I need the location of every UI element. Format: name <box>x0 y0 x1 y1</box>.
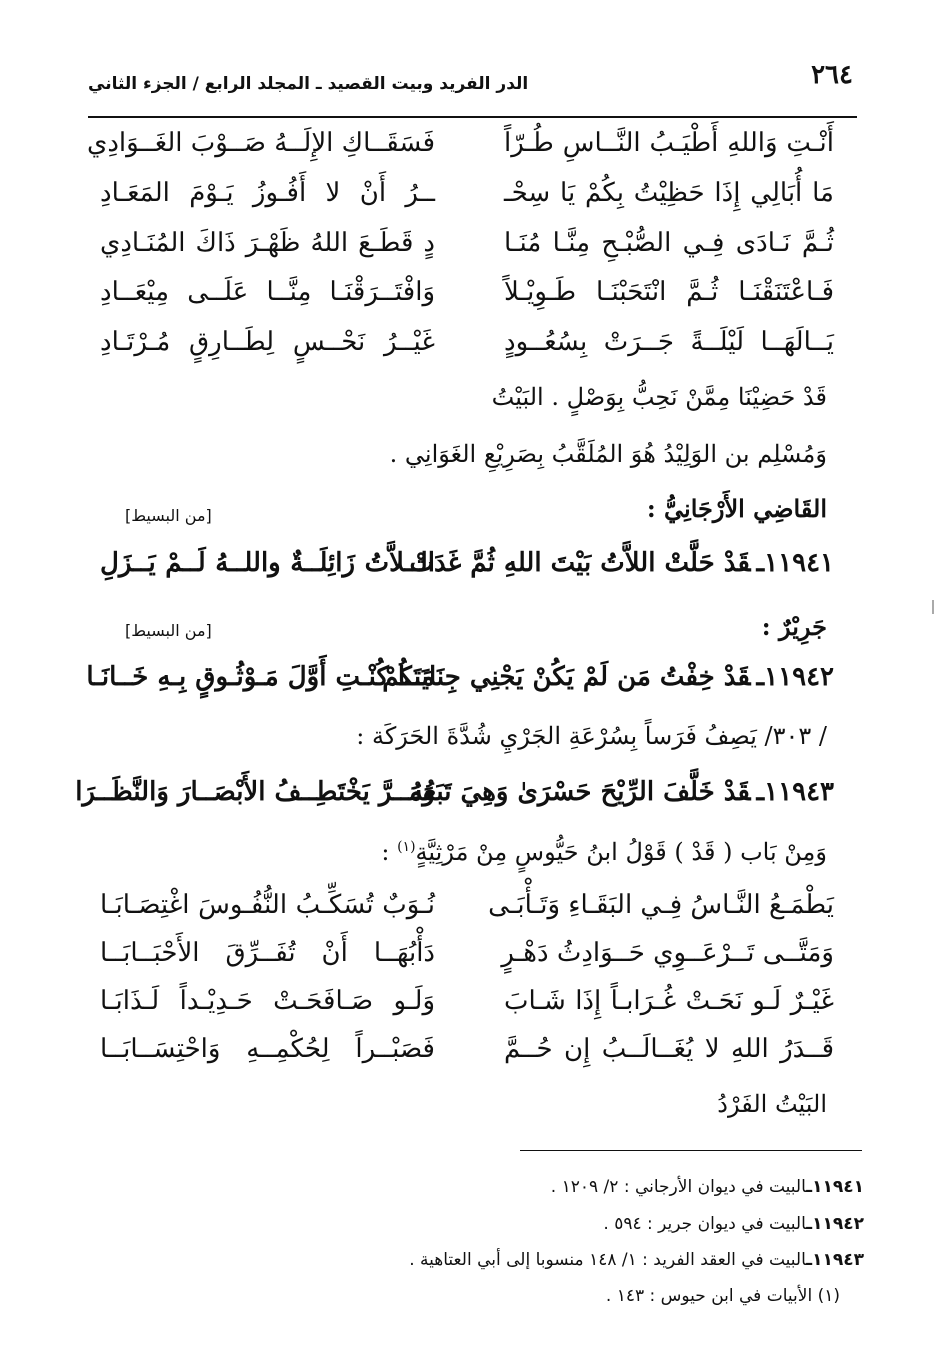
verse-first-hemistich: مَا أُبَالِي إِذَا حَظِيْتُ بِكُمْ يَا سِحْـ <box>504 178 834 208</box>
verse-first-hemistich: يَطْمَـعُ النَّـاسُ فِـي البَقَـاءِ وَتَـأْبَـى <box>488 890 834 920</box>
verse-second-hemistich: ــرُ أَنْ لا أَفُـوزُ يَـوْمَ المَعَـادِ <box>100 178 435 208</box>
verse-line <box>100 178 834 218</box>
verse-first-hemistich: قَدْ حَلَّتْ اللاَّتُ بَيْتَ اللهِ ثُمَّ غَدَتْ <box>409 548 751 578</box>
page-header <box>88 58 857 112</box>
verse-line <box>86 128 834 168</box>
verse-second-hemistich: الــلاَّتُ زَائِلَــةٌ واللــهُ لَــمْ يَــزَلِ <box>100 548 435 578</box>
verse-first-hemistich: فَـاعْتَنَقْنَـا ثُـمَّ انْتَحَبْنَـا طَـوِيْـلاً <box>504 277 834 307</box>
page-edge-mark <box>932 600 934 614</box>
numbered-verse <box>86 662 834 704</box>
verse-second-hemistich: فَصَبْــراً لِحُكْمِــهِ وَاحْتِسَــابَــا <box>100 1034 435 1064</box>
footnote-text: البيت في ديوان الأرجاني : ٢/ ١٢٠٩ . <box>550 1177 807 1197</box>
verse-second-hemistich: دَأْبُهَــا أَنْ تُفَــرِّقَ الأَحْبَــابَــا <box>100 938 435 968</box>
verse-first-hemistich: وَمَتَّــى تَــرْعَــوِي حَــوَادِثُ دَهْـرٍ <box>501 938 834 968</box>
footnote-ref: (١) <box>397 839 416 855</box>
verse-second-hemistich: وَمَــرَّ يَخْتَطِــفُ الأَبْصَــارَ وَالنَّظَــرَا <box>75 777 435 807</box>
prose-tail: : <box>381 838 398 866</box>
verse-second-hemistich: وَافْتَــرَقْنَـا مِنَّــا عَلَــى مِيْعَــادِ <box>100 277 435 307</box>
header-rule <box>88 116 857 118</box>
prose-line: وَمُسْلِم بن الوَلِيْدُ هُوَ المُلَقَّبُ بِصَرِيْعِ الغَوَانِي . <box>389 440 827 468</box>
verse-second-hemistich: فَسَقَــاكِ الإِلَــهُ صَــوْبَ الغَــوَادِي <box>86 128 435 158</box>
footnote <box>603 1214 864 1234</box>
footnote-rule <box>520 1150 862 1151</box>
prose-text: وَمِنْ بَاب ( قَدْ ) قَوْلُ ابنُ حَيُّوسٍ مِنْ مَرْثِيَّةٍ <box>415 838 827 866</box>
verse-line <box>100 228 834 268</box>
verse-first-hemistich: غَيْـرٌ لَـو نَحَـتْ غُـرَابـاً إِذَا شَـابَ <box>504 986 834 1016</box>
page-number: ٢٦٤ <box>811 60 853 90</box>
verse-line <box>100 327 834 367</box>
footnote-number: ١١٩٤٣ـ <box>806 1250 864 1270</box>
footnote-text: البيت في ديوان جرير : ٥٩٤ . <box>603 1214 807 1234</box>
numbered-verse <box>100 548 834 590</box>
verse-first-hemistich: قَدْ خِفْتُ مَن لَمْ يَكُنْ يَجْنِي جِنَايَتَكُمْ <box>382 662 751 692</box>
verse-line <box>100 1034 834 1074</box>
verse-second-hemistich: نُـوَبٌ تُسَكِّـبُ النُّفُـوسَ اغْتِصَـابَـا <box>100 890 435 920</box>
footnote-number: ١١٩٤١ـ <box>806 1177 864 1197</box>
verse-line <box>100 890 834 930</box>
verse-first-hemistich: قَدْ خَلَّفَ الرِّيْحَ حَسْرَىٰ وَهِيَ تَبَعُهُ <box>409 777 751 807</box>
verse-first-hemistich: يَــالَهَــا لَيْلَــةً جَــرَتْ بِسُعُــودٍ <box>504 327 834 357</box>
verse-line <box>100 277 834 317</box>
verse-first-hemistich: ثُـمَّ نَـادَى فِـي الصُّبْـحِ مِنَّـا مُنَـا <box>504 228 834 258</box>
verse-second-hemistich: مَــا كُنْـتِ أَوَّلَ مَـوْثُـوقٍ بِـهِ خَــانَـا <box>86 662 435 692</box>
verse-second-hemistich: دٍ قَطَـعَ اللهُ ظَهْـرَ ذَاكَ المُنَـادِي <box>100 228 435 258</box>
footnote <box>409 1250 864 1270</box>
meter-label: [من البسيط] <box>125 506 212 525</box>
prose-line: قَدْ حَضِيْنَا مِمَّنْ نَحِبُّ بِوَصْلٍ . البَيْتُ <box>491 383 827 411</box>
verse-number: ١١٩٤٣ـ <box>756 777 834 807</box>
verse-second-hemistich: وَلَـو صَـافَحَـتْ حَـدِيْـداً لَـذَابَـا <box>100 986 435 1016</box>
footnote <box>606 1286 840 1306</box>
footnote <box>551 1177 864 1197</box>
prose-line: البَيْتُ الفَرْدُ <box>717 1090 827 1118</box>
poet-name: جَرِيْرٌ : <box>761 612 827 641</box>
verse-line <box>100 986 834 1026</box>
verse-first-hemistich: أَنْـتِ وَاللهِ أَطْيَـبُ النَّــاسِ طُـرّاً <box>504 128 834 158</box>
poet-name: القَاضِي الأَرْجَانِيُّ : <box>646 494 827 523</box>
running-title: الدر الفريد وبيت القصيد ـ المجلد الرابع / الجزء الثاني <box>88 74 529 94</box>
prose-line <box>100 838 827 866</box>
verse-first-hemistich: قَــدَرُ اللهِ لا يُغَــالَــبُ إِن حُــمَّ <box>504 1034 834 1064</box>
footnote-number: ١١٩٤٢ـ <box>806 1214 864 1234</box>
verse-line <box>100 938 834 978</box>
footnote-text: البيت في العقد الفريد : ١/ ١٤٨ منسوبا إلى أبي العتاهية . <box>409 1250 807 1270</box>
verse-number: ١١٩٤١ـ <box>756 548 834 578</box>
verse-number: ١١٩٤٢ـ <box>756 662 834 692</box>
footnote-number: (١) <box>817 1286 840 1306</box>
prose-line: / ٣٠٣/ يَصِفُ فَرَساً بِسُرْعَةِ الجَرْيِ شُدَّةَ الحَرَكَة : <box>356 722 827 750</box>
meter-label: [من البسيط] <box>125 621 212 640</box>
verse-second-hemistich: غَيْــرُ نَحْــسٍ لِطَــارِقٍ مُـرْتَـادِ <box>100 327 435 357</box>
footnote-text: الأبيات في ابن حيوس : ١٤٣ . <box>605 1286 818 1306</box>
numbered-verse <box>75 777 834 819</box>
